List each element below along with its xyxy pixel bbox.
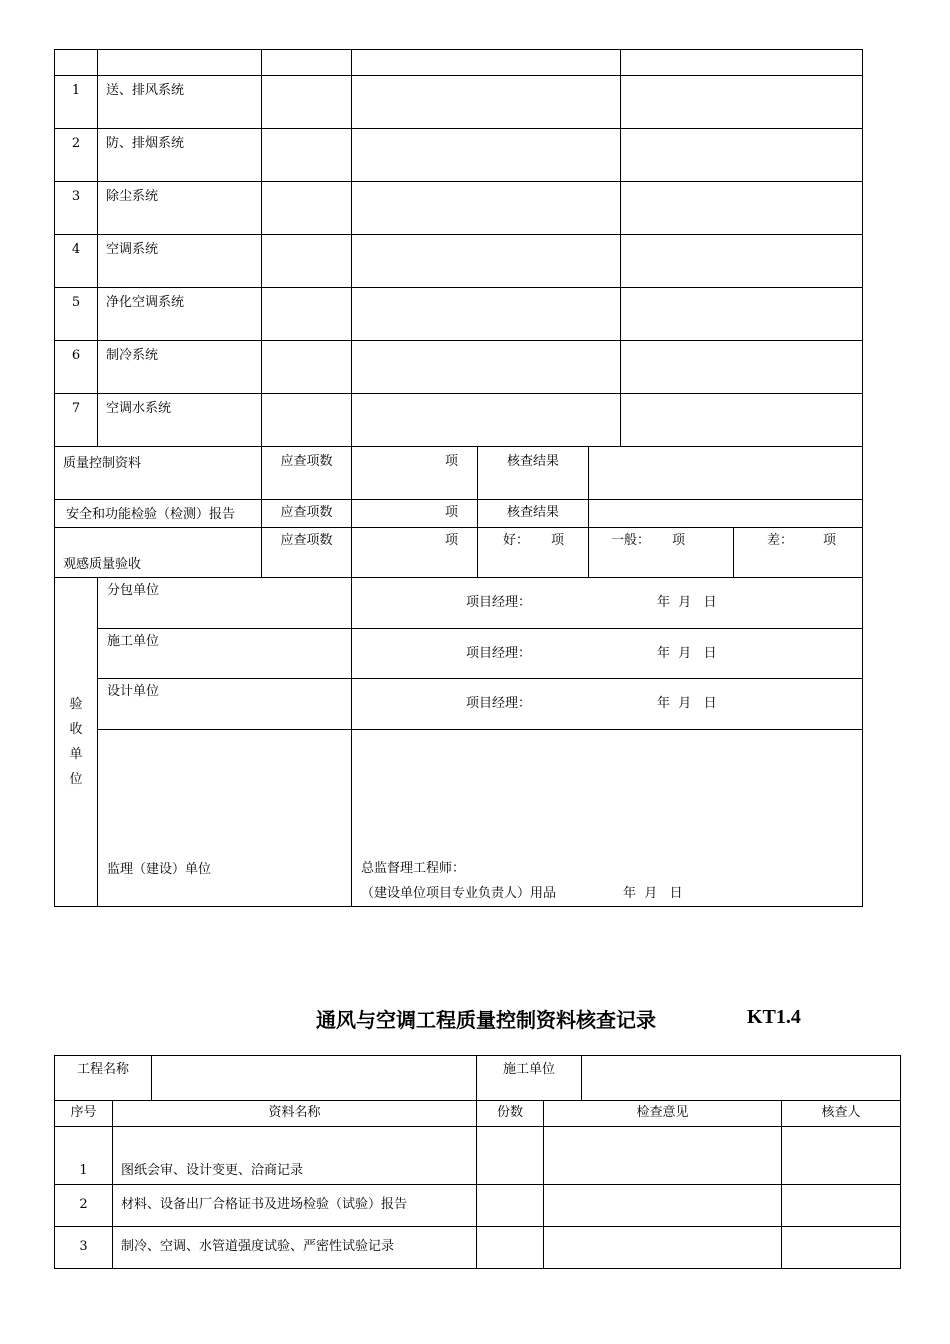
header-cell: [352, 50, 621, 76]
normal-unit: 项: [672, 533, 686, 548]
system-row: [55, 341, 863, 394]
header-cell: [55, 50, 98, 76]
result-value[interactable]: [589, 447, 863, 500]
system-name: 防、排烟系统: [98, 129, 262, 182]
header-opinion: 检查意见: [544, 1101, 782, 1127]
vertical-char: 收: [69, 722, 83, 737]
row-number: 5: [55, 288, 98, 341]
normal-label: 一般：: [611, 533, 651, 548]
status-cell[interactable]: [352, 394, 621, 447]
opinion-cell[interactable]: [621, 76, 863, 129]
result-label: 核查结果: [478, 447, 589, 500]
opinion-cell[interactable]: [544, 1185, 782, 1227]
opinion-cell[interactable]: [621, 288, 863, 341]
checker-cell[interactable]: [782, 1185, 901, 1227]
system-name: 空调水系统: [98, 394, 262, 447]
unit-name: 分包单位: [98, 578, 352, 629]
copies-cell[interactable]: [477, 1127, 544, 1185]
good-label: 好：: [503, 533, 530, 548]
system-name: 制冷系统: [98, 341, 262, 394]
appearance-row: [55, 528, 863, 578]
manager-label: 项目经理：: [466, 696, 532, 711]
status-cell[interactable]: [352, 235, 621, 288]
good-unit: 项: [551, 533, 565, 548]
system-row: [55, 394, 863, 447]
safety-function-label: 安全和功能检验（检测）报告: [55, 500, 262, 528]
poor-label: 差：: [767, 533, 794, 548]
form-code: KT1.4: [747, 1006, 801, 1028]
header-cell: [262, 50, 352, 76]
row-number: 3: [55, 1227, 113, 1269]
table-row: [55, 1185, 901, 1227]
acceptance-units-label: [55, 578, 98, 907]
row-number: 4: [55, 235, 98, 288]
count-label: 应查项数: [262, 528, 352, 578]
signature-cell[interactable]: [352, 578, 863, 629]
count-label: 应查项数: [262, 447, 352, 500]
contractor-label: 施工单位: [477, 1056, 582, 1101]
date-label: 年 月 日: [657, 696, 717, 711]
system-row: [55, 288, 863, 341]
acceptance-row: [55, 629, 863, 679]
copies-cell[interactable]: [477, 1185, 544, 1227]
acceptance-row: [55, 578, 863, 629]
header-cell: [621, 50, 863, 76]
count-cell[interactable]: [262, 341, 352, 394]
system-row: [55, 76, 863, 129]
header-no: 序号: [55, 1101, 113, 1127]
system-name: 送、排风系统: [98, 76, 262, 129]
count-cell[interactable]: [262, 394, 352, 447]
vertical-char: 验: [69, 697, 83, 712]
chief-engineer-label: 总监督理工程师：: [361, 861, 466, 876]
date-label: 年 月 日: [657, 595, 717, 610]
record-name: 图纸会审、设计变更、洽商记录: [113, 1127, 477, 1185]
system-name: 净化空调系统: [98, 288, 262, 341]
system-name: 除尘系统: [98, 182, 262, 235]
unit-name: 施工单位: [98, 629, 352, 679]
status-cell[interactable]: [352, 182, 621, 235]
column-header-row: [55, 1101, 901, 1127]
system-row: [55, 129, 863, 182]
row-number: 3: [55, 182, 98, 235]
quality-control-label: 质量控制资料: [55, 447, 262, 500]
row-number: 2: [55, 1185, 113, 1227]
system-row: [55, 182, 863, 235]
system-name: 空调系统: [98, 235, 262, 288]
owner-note: （建设单位项目专业负责人）用品: [361, 886, 557, 901]
row-number: 2: [55, 129, 98, 182]
project-info-row: [55, 1056, 901, 1101]
safety-function-row: [55, 500, 863, 528]
header-name: 资料名称: [113, 1101, 477, 1127]
record-name: 制冷、空调、水管道强度试验、严密性试验记录: [113, 1227, 477, 1269]
count-cell[interactable]: [262, 182, 352, 235]
count-unit: 项: [352, 528, 478, 578]
count-cell[interactable]: [262, 288, 352, 341]
opinion-cell[interactable]: [621, 341, 863, 394]
checker-cell[interactable]: [782, 1127, 901, 1185]
count-unit: 项: [352, 447, 478, 500]
result-value[interactable]: [589, 500, 863, 528]
supervision-unit: 监理（建设）单位: [98, 730, 352, 907]
date-label: 年 月 日: [657, 646, 717, 661]
row-number: 1: [55, 76, 98, 129]
poor-count[interactable]: [734, 528, 863, 578]
page-title: 通风与空调工程质量控制资料核查记录: [316, 1008, 656, 1032]
vertical-char: 位: [69, 772, 83, 787]
unit-name: 设计单位: [98, 679, 352, 730]
row-number: 1: [55, 1127, 113, 1185]
project-name-label: 工程名称: [55, 1056, 152, 1101]
quality-control-records-table: [54, 1055, 901, 1269]
vertical-char: 单: [69, 747, 83, 762]
system-row: [55, 235, 863, 288]
row-number: 6: [55, 341, 98, 394]
opinion-cell[interactable]: [621, 235, 863, 288]
manager-label: 项目经理：: [466, 595, 532, 610]
good-count[interactable]: [478, 528, 589, 578]
count-label: 应查项数: [262, 500, 352, 528]
result-label: 核查结果: [478, 500, 589, 528]
project-name-value[interactable]: [152, 1056, 477, 1101]
count-cell[interactable]: [262, 76, 352, 129]
status-cell[interactable]: [352, 76, 621, 129]
record-name: 材料、设备出厂合格证书及进场检验（试验）报告: [113, 1185, 477, 1227]
row-number: 7: [55, 394, 98, 447]
copies-cell[interactable]: [477, 1227, 544, 1269]
table-row: [55, 1127, 901, 1185]
opinion-cell[interactable]: [621, 182, 863, 235]
header-row: [55, 50, 863, 76]
count-cell[interactable]: [262, 235, 352, 288]
opinion-cell[interactable]: [544, 1127, 782, 1185]
count-unit: 项: [352, 500, 478, 528]
status-cell[interactable]: [352, 129, 621, 182]
checker-cell[interactable]: [782, 1227, 901, 1269]
acceptance-row: [55, 679, 863, 730]
status-cell[interactable]: [352, 288, 621, 341]
signature-cell[interactable]: [352, 679, 863, 730]
signature-cell[interactable]: [352, 629, 863, 679]
appearance-label: 观感质量验收: [55, 528, 262, 578]
opinion-cell[interactable]: [621, 394, 863, 447]
status-cell[interactable]: [352, 341, 621, 394]
acceptance-table: [54, 49, 863, 907]
normal-count[interactable]: [589, 528, 734, 578]
header-checker: 核查人: [782, 1101, 901, 1127]
count-cell[interactable]: [262, 129, 352, 182]
supervision-signature-cell[interactable]: [352, 730, 863, 907]
poor-unit: 项: [823, 533, 837, 548]
contractor-value[interactable]: [582, 1056, 901, 1101]
quality-control-row: [55, 447, 863, 500]
manager-label: 项目经理：: [466, 646, 532, 661]
opinion-cell[interactable]: [544, 1227, 782, 1269]
header-cell: [98, 50, 262, 76]
table-row: [55, 1227, 901, 1269]
header-copies: 份数: [477, 1101, 544, 1127]
opinion-cell[interactable]: [621, 129, 863, 182]
supervision-row: [55, 730, 863, 907]
date-label: 年 月 日: [623, 886, 683, 901]
